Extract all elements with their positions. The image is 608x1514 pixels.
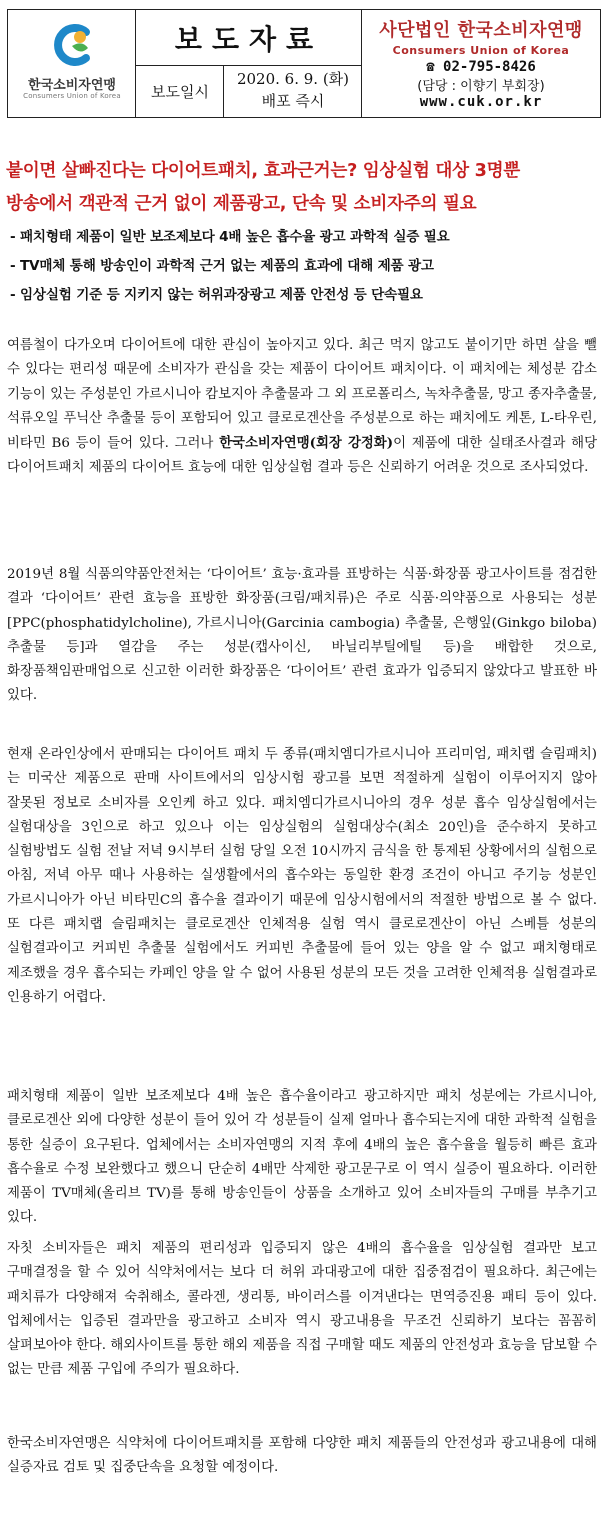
org-contact: (담당 : 이향기 부회장) [417, 79, 545, 94]
body-paragraph-5: 자칫 소비자들은 패치 제품의 편리성과 입증되지 않은 4배의 흡수율을 임상실험 결과만 보고 구매결정을 할 수 있어 식약처에서는 보다 더 허위 과대광고에 대한 집중점검이 필요하다. 최근에는 패치류가 다양해져 숙취해소, 콜라겐, 생리통, 바이러스를 이겨낸다는 면역증진용 패티 등이 있다. 업체에서는 입증된 결과만을 광고하고 소비자 역시 광고내용을 무조건 신뢰하기 보다는 꼼꼼히 살펴보아야 한다. 해외사이트를 통한 해외 제품을 직접 구매할 때도 제품의 안전성과 효능을 담보할 수 없는 만큼 제품 구입에 주의가 필요하다. [7, 1241, 597, 1378]
release-timing: 배포 즉시 [261, 92, 325, 110]
body-paragraph-3: 현재 온라인상에서 판매되는 다이어트 패치 두 종류(패치엠디가르시니아 프리미엄, 패치랩 슬림패치)는 미국산 제품으로 판매 사이트에서의 임상시험 광고를 보면 적절하게 실험이 이루어지지 않아 잘못된 정보로 소비자를 오인케 하고 있다. 패치엠디가르시니아의 경우 성분 흡수 임상실험에서는 실험대상을 3인으로 하고 있으나 이는 임상실험의 실험대상수(최소 20인)을 준수하지 못하고 실험방법도 실험 전날 저녁 9시부터 실험 당일 오전 10시까지 금식을 한 통제된 상황에서의 실험으로 아침, 저녁 아무 때나 사용하는 실생활에서의 흡수와는 동일한 환경 조건이 아니고 주기능 성분인 가르시니아가 아닌 비타민C의 흡수율 결과이기 때문에 임상시험에서의 적절한 방법으로 볼 수 없다. 또 다른 패치랩 슬림패치는 클로로겐산 인체적용 실험 역시 클로로겐산이 아닌 스베틀 성분의 실험결과이고 커피빈 추출물 실험에서도 커피빈 추출물에 들어 있는 양을 알 수 없고 패치형태로 제조했을 경우 흡수되는 카페인 양을 알 수 없어 사용된 성분의 모든 것을 고려한 인체적용 실험결과로 인용하기 어렵다. [7, 747, 597, 1005]
org-phone: ☎ 02-795-8426 [426, 59, 536, 75]
press-release-header [7, 9, 601, 118]
cuk-logo-icon [50, 22, 96, 68]
paragraph-text: 이 제품에 대한 실태조사결과 해당 다이어트패치 제품의 다이어트 효능에 대한 임상실험 결과 등은 신뢰하기 어려운 것으로 조사되었다. [7, 436, 598, 476]
org-name-kr: 사단법인 한국소비자연맹 [379, 20, 583, 41]
logo-name: 한국소비자연맹 [28, 78, 116, 93]
paragraph-text: 여름철이 다가오며 다이어트에 대한 관심이 높아지고 있다. 최근 먹지 않고도 붙이기만 하면 살을 뺄 수 있다는 편리성 때문에 소비자가 관심을 갖는 제품이 다이어트 패치이다. 이 패치에는 체성분 감소 기능이 있는 주성분인 가르시니아 캄보지아 추출물과 그 외 프로폴리스, 녹차추출물, 망고 종자추출물, 석류오일 푸닉산 추출물 등이 포함되어 있고 클로로겐산을 주성분으로 하는 패치에도 케톤, L-타우린, 비타민 B6 등이 들어 있다. 그러나 [7, 338, 597, 452]
summary-bullet: - TV매체 통해 방송인이 과학적 근거 없는 제품의 효과에 대해 제품 광고 [10, 258, 434, 274]
release-date-label: 보도일시 [151, 82, 209, 101]
body-paragraph-1 [7, 334, 597, 481]
summary-bullet: - 패치형태 제품이 일반 보조제보다 4배 높은 흡수율 광고 과학적 실증 필요 [10, 229, 450, 245]
body-paragraph-2: 2019년 8월 식품의약품안전처는 ‘다이어트’ 효능·효과를 표방하는 식품·화장품 광고사이트를 점검한 결과 ‘다이어트’ 관련 효능을 표방한 화장품(크림/패치류)은 주로 식품·의약품으로 사용되는 성분[PPC(phosphatidylcholine), 가르시니아(Garcinia cambogia) 추출물, 은행잎(Ginkgo biloba) 추출물 등]과 열감을 주는 성분(캡사이신, 바닐리부틸에틸 등)을 배합한 것으로, 화장품책임판매업으로 신고한 이러한 화장품은 ‘다이어트’ 관련 효과가 입증되지 않았다고 발표한 바 있다. [7, 567, 597, 704]
body-paragraph-4: 패치형태 제품이 일반 보조제보다 4배 높은 흡수율이라고 광고하지만 패치 성분에는 가르시니아, 클로로겐산 외에 다양한 성분이 들어 있어 각 성분들이 실제 얼마나 흡수되는지에 대한 과학적 실험을 통한 실증이 요구된다. 업체에서는 소비자연맹의 지적 후에 4배의 높은 흡수율을 월등히 빠른 효과 흡수율로 수정 보완했다고 했으니 단순히 4배만 삭제한 광고문구로 이 역시 실증이 필요하다. 이러한 제품이 TV매체(올리브 TV)를 통해 방송인들이 상품을 소개하고 있어 소비자들의 구매를 부추기고 있다. [7, 1089, 597, 1226]
release-date [224, 68, 362, 112]
headline-1: 붙이면 살빠진다는 다이어트패치, 효과근거는? 임상실험 대상 3명뿐 [6, 161, 520, 181]
body-paragraph-6: 한국소비자연맹은 식약처에 다이어트패치를 포함해 다양한 패치 제품들의 안전성과 광고내용에 대해 실증자료 검토 및 집중단속을 요청할 예정이다. [7, 1436, 597, 1476]
document-title: 보도자료 [174, 23, 324, 56]
org-website: www.cuk.or.kr [419, 94, 543, 110]
headline-2: 방송에서 객관적 근거 없이 제품광고, 단속 및 소비자주의 필요 [6, 194, 477, 214]
org-president-highlight: 한국소비자연맹(회장 강정화) [219, 435, 394, 452]
org-name-en: Consumers Union of Korea [392, 44, 570, 57]
release-date-value: 2020. 6. 9. (화) [236, 70, 350, 88]
summary-bullet: - 임상실험 기준 등 지키지 않는 허위과장광고 제품 안전성 등 단속필요 [10, 287, 423, 303]
logo-subtitle: Consumers Union of Korea [23, 92, 121, 100]
organization-info [362, 16, 600, 110]
logo [8, 10, 136, 116]
